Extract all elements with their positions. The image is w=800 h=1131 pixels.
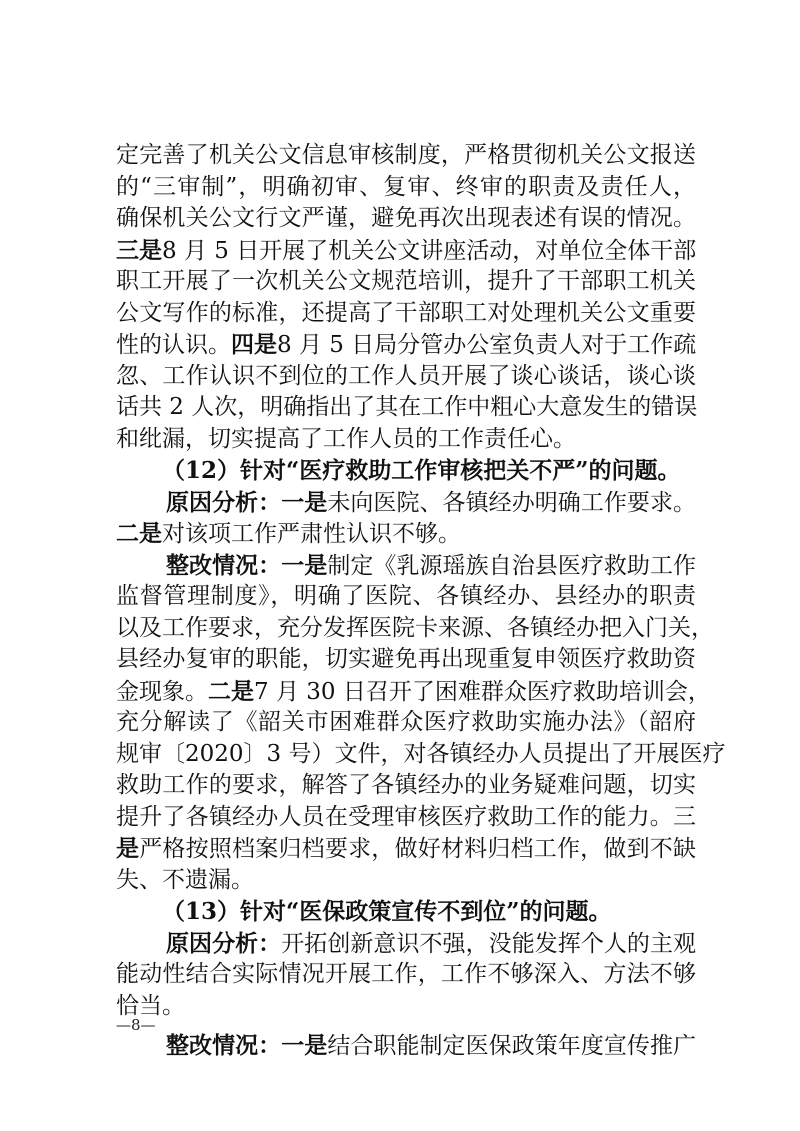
body-text xyxy=(116,140,726,1062)
text-line: 原因分析：开拓创新意识不强，没能发挥个人的主观 xyxy=(166,929,697,957)
text-line: 的“三审制”，明确初审、复审、终审的职责及责任人， xyxy=(116,173,696,200)
text-line: 话共 2 人次，明确指出了其在工作中粗心大意发生的错误 xyxy=(116,394,698,420)
section-heading-12: （12）针对“医疗救助工作审核把关不严”的问题。 xyxy=(162,457,681,484)
text-line: 能动性结合实际情况开展工作，工作不够深入、方法不够 xyxy=(116,961,696,987)
section-heading-13: （13）针对“医保政策宣传不到位”的问题。 xyxy=(162,898,612,925)
text-line: 定完善了机关公文信息审核制度，严格贯彻机关公文报送 xyxy=(116,142,696,168)
text-line: 原因分析：一是未向医院、各镇经办明确工作要求。 xyxy=(166,488,697,516)
text-line: 公文写作的标准，还提高了干部职工对处理机关公文重要 xyxy=(116,299,696,326)
text-line: 确保机关公文行文严谨，避免再次出现表述有误的情况。 xyxy=(116,205,696,231)
text-line: 和纰漏，切实提高了工作人员的工作责任心。 xyxy=(116,425,576,452)
text-line: 是严格按照档案归档要求，做好材料归档工作，做到不缺 xyxy=(116,835,697,862)
text-line: 整改情况：一是制定《乳源瑶族自治县医疗救助工作 xyxy=(166,551,697,579)
text-line: 二是对该项工作严肃性认识不够。 xyxy=(116,520,461,547)
text-line: 三是8 月 5 日开展了机关公文讲座活动，对单位全体干部 xyxy=(116,236,697,264)
text-line: 充分解读了《韶关市困难群众医疗救助实施办法》（韶府 xyxy=(116,709,696,735)
text-line: 失、不遗漏。 xyxy=(116,866,254,893)
text-line: 性的认识。四是8 月 5 日局分管办公室负责人对于工作疏 xyxy=(116,331,697,358)
text-line: 职工开展了一次机关公文规范培训，提升了干部职工机关 xyxy=(116,268,696,294)
text-line: 金现象。二是7 月 30 日召开了困难群众医疗救助培训会， xyxy=(116,677,711,705)
text-line: 忽、工作认识不到位的工作人员开展了谈心谈话，谈心谈 xyxy=(116,362,696,389)
text-line: 提升了各镇经办人员在受理审核医疗救助工作的能力。三 xyxy=(116,803,696,830)
text-line: 规审〔2020〕3 号）文件，对各镇经办人员提出了开展医疗 xyxy=(116,740,726,767)
text-line: 县经办复审的职能，切实避免再出现重复申领医疗救助资 xyxy=(116,646,696,672)
page-number: —8— xyxy=(116,1016,156,1034)
text-line: 以及工作要求，充分发挥医院卡来源、各镇经办把入门关， xyxy=(116,614,714,641)
text-line: 恰当。 xyxy=(116,992,185,1019)
text-line: 救助工作的要求，解答了各镇经办的业务疑难问题，切实 xyxy=(116,772,696,798)
text-line: 监督管理制度》，明确了医院、各镇经办、县经办的职责 xyxy=(116,583,696,609)
text-line: 整改情况：一是结合职能制定医保政策年度宣传推广 xyxy=(166,1032,697,1059)
